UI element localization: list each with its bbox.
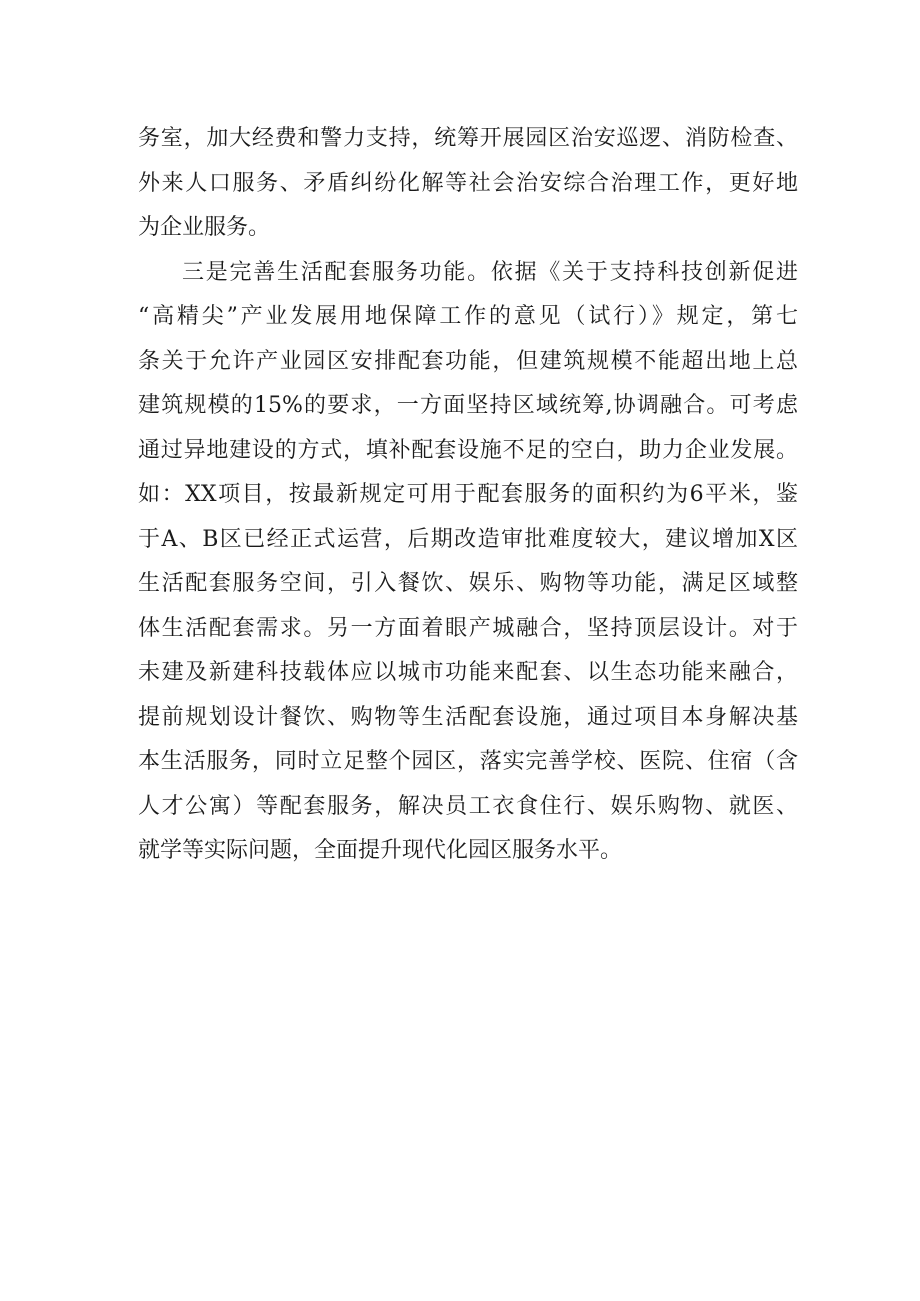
text-line: 条关于允许产业园区安排配套功能，但建筑规模不能超出地上总 <box>138 348 798 374</box>
text-line: 建筑规模的15%的要求，一方面坚持区域统筹,协调融合。可考虑 <box>138 393 798 418</box>
text-line: 外来人口服务、矛盾纠纷化解等社会治安综合治理工作，更好地 <box>138 170 798 196</box>
text-line: 提前规划设计餐饮、购物等生活配套设施，通过项目本身解决基 <box>138 704 798 730</box>
text-line: 就学等实际问题，全面提升现代化园区服务水平。 <box>138 838 623 863</box>
text-line: “高精尖”产业发展用地保障工作的意见（试行）》规定，第七 <box>138 304 798 329</box>
text-line: 生活配套服务空间，引入餐饮、娱乐、购物等功能，满足区域整 <box>138 571 798 596</box>
text-line: 未建及新建科技载体应以城市功能来配套、以生态功能来融合， <box>138 660 798 685</box>
text-line: 本生活服务，同时立足整个园区，落实完善学校、医院、住宿（含 <box>138 749 798 774</box>
text-line: 体生活配套需求。另一方面着眼产城融合，坚持顶层设计。对于 <box>138 615 798 641</box>
text-line: 人才公寓）等配套服务，解决员工衣食住行、娱乐购物、就医、 <box>138 793 798 819</box>
document-body <box>138 117 798 874</box>
text-line: 如：XX项目，按最新规定可用于配套服务的面积约为6平米，鉴 <box>138 482 798 507</box>
paragraph-first-line: 三是完善生活配套服务功能。依据《关于支持科技创新促进 <box>182 259 798 285</box>
text-line: 于A、B区已经正式运营，后期改造审批难度较大，建议增加X区 <box>138 526 798 552</box>
text-line: 为企业服务。 <box>138 215 271 240</box>
text-line: 通过异地建设的方式，填补配套设施不足的空白，助力企业发展。 <box>138 437 798 463</box>
text-line: 务室，加大经费和警力支持，统筹开展园区治安巡逻、消防检查、 <box>138 126 798 151</box>
